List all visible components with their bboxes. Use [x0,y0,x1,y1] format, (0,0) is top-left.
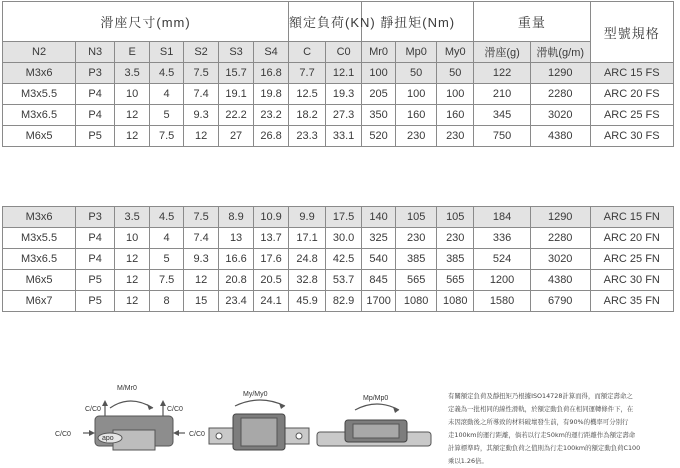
table-row [3,207,674,228]
table-cell: 100 [362,63,396,84]
col-s4: S4 [254,42,289,63]
table-cell: 12 [115,249,150,270]
table-cell: 7.5 [184,207,219,228]
note-line: 未因滾動後之所導致的材料破壞發生前，有90%的機率可分別行 [448,418,629,426]
rotation-arrow-icon [235,400,285,406]
table-cell: 1580 [474,291,531,312]
table-cell: 1290 [530,207,590,228]
table-cell: 82.9 [326,291,362,312]
table-cell: 50 [396,63,437,84]
table-cell: 23.3 [289,126,326,147]
table-cell: 565 [396,270,437,291]
table-cell: 12.1 [326,63,362,84]
table-cell: 20.5 [254,270,289,291]
table-cell: 16.6 [219,249,254,270]
table-cell: 12 [115,291,150,312]
table-row [3,228,674,249]
table-cell: 9.3 [184,105,219,126]
table-cell: 10 [115,84,150,105]
col-s1: S1 [150,42,184,63]
load-label-right-side: C/C0 [189,431,205,438]
note-line: 定義為一批相同的線性滑軌，於額定動負荷在相同運轉條件下，在 [448,405,634,413]
table-cell: 7.5 [150,270,184,291]
table-cell: 1290 [530,63,590,84]
table-cell: 160 [396,105,437,126]
table-cell: M3x6.5 [3,249,76,270]
table-cell: 1700 [362,291,396,312]
table-cell: ARC 30 FS [590,126,673,147]
table-cell: M6x5 [3,126,76,147]
table-cell: M3x6 [3,63,76,84]
table-cell: 1200 [474,270,531,291]
table-cell: 12.5 [289,84,326,105]
table-cell: 3.5 [115,63,150,84]
table-cell: 18.2 [289,105,326,126]
table-row [3,249,674,270]
table-cell: 17.6 [254,249,289,270]
table-cell: 24.8 [289,249,326,270]
table-cell: 13.7 [254,228,289,249]
table-cell: 42.5 [326,249,362,270]
table-cell: P4 [76,84,115,105]
table-cell: M6x7 [3,291,76,312]
table-cell: 19.3 [326,84,362,105]
col-e: E [115,42,150,63]
table-cell: P3 [76,207,115,228]
col-s3: S3 [219,42,254,63]
rated-load-note [448,390,678,468]
table-cell: 20.8 [219,270,254,291]
table-cell: P5 [76,270,115,291]
table-cell: 345 [474,105,531,126]
table-cell: 12 [115,270,150,291]
table-row [3,126,674,147]
table-cell: 385 [396,249,437,270]
table-cell: ARC 20 FN [590,228,673,249]
table-cell: 9.9 [289,207,326,228]
table-cell: 205 [362,84,396,105]
table-row [3,291,674,312]
table-cell: ARC 15 FN [590,207,673,228]
table-cell: 210 [474,84,531,105]
table-cell: 3.5 [115,207,150,228]
spec-rows-fs [3,63,674,147]
weight-header: 重量 [474,2,590,42]
table-cell: 7.5 [150,126,184,147]
moment-mr-label: M/Mr0 [117,385,137,392]
table-row [3,270,674,291]
table-cell: 17.5 [326,207,362,228]
table-cell: 100 [437,84,474,105]
yaw-moment-diagram [205,378,315,468]
table-cell: 385 [437,249,474,270]
table-cell: 27 [219,126,254,147]
table-cell: 13 [219,228,254,249]
table-cell: 7.5 [184,63,219,84]
table-cell: 4.5 [150,207,184,228]
col-c: C [289,42,326,63]
table-cell: 10 [115,228,150,249]
table-cell: 4380 [530,126,590,147]
table-cell: 19.1 [219,84,254,105]
note-line: 乘以1.26倍。 [448,457,488,465]
table-cell: 4 [150,228,184,249]
model-header: 型號規格 [590,2,673,63]
table-cell: 336 [474,228,531,249]
table-cell: 23.2 [254,105,289,126]
table-cell: ARC 15 FS [590,63,673,84]
table-cell: P3 [76,63,115,84]
pitch-moment-diagram [315,378,435,468]
table-cell: 750 [474,126,531,147]
table-cell: M3x5.5 [3,84,76,105]
load-direction-figures [0,378,440,468]
table-cell: 4380 [530,270,590,291]
table-cell: 2280 [530,228,590,249]
table-cell: 22.2 [219,105,254,126]
slider-size-header: 滑座尺寸(mm) [3,2,289,42]
table-cell: 3020 [530,105,590,126]
note-line: 計算標準時，其額定動負荷之值則為行走100km的額定動負荷C100 [448,444,641,452]
table-cell: 26.8 [254,126,289,147]
table-cell: 32.8 [289,270,326,291]
col-c0: C0 [326,42,362,63]
table-cell: 230 [396,126,437,147]
table-cell: 105 [437,207,474,228]
table-cell: 7.7 [289,63,326,84]
table-cell: 30.0 [326,228,362,249]
table-cell: 230 [437,126,474,147]
col-mr0: Mr0 [362,42,396,63]
table-cell: 24.1 [254,291,289,312]
table-cell: 230 [437,228,474,249]
col-s2: S2 [184,42,219,63]
table-cell: M3x6.5 [3,105,76,126]
table-cell: 4 [150,84,184,105]
table-cell: 23.4 [219,291,254,312]
table-cell: M6x5 [3,270,76,291]
table-cell: 565 [437,270,474,291]
table-cell: 5 [150,249,184,270]
table-cell: 53.7 [326,270,362,291]
table-cell: 12 [184,270,219,291]
moment-mp-label: Mp/Mp0 [363,395,389,402]
logo-text: apo [102,435,114,442]
table-cell: 160 [437,105,474,126]
table-cell: 845 [362,270,396,291]
table-cell: 2280 [530,84,590,105]
load-label-left-side: C/C0 [55,431,71,438]
table-cell: 6790 [530,291,590,312]
table-cell: M3x5.5 [3,228,76,249]
table-cell: ARC 25 FS [590,105,673,126]
table-cell: 12 [115,126,150,147]
col-my0: My0 [437,42,474,63]
moment-my-label: My/My0 [243,391,268,398]
table-cell: 45.9 [289,291,326,312]
table-cell: 12 [115,105,150,126]
table-row [3,105,674,126]
table-cell: ARC 20 FS [590,84,673,105]
rated-load-header: 額定負荷(KN) [289,2,362,42]
table-cell: 105 [396,207,437,228]
table-cell: ARC 35 FN [590,291,673,312]
table-cell: 524 [474,249,531,270]
radial-load-diagram [55,378,230,468]
table-cell: P5 [76,291,115,312]
table-cell: 9.3 [184,249,219,270]
static-moment-header: 靜扭矩(Nm) [362,2,474,42]
table-cell: P4 [76,105,115,126]
col-mp0: Mp0 [396,42,437,63]
spec-table-fn [2,206,674,312]
table-cell: 184 [474,207,531,228]
table-cell: 1080 [437,291,474,312]
table-cell: 15 [184,291,219,312]
table-cell: 17.1 [289,228,326,249]
load-label-left-up: C/C0 [85,406,101,413]
rotation-arrow-icon [110,401,153,408]
table-cell: 230 [396,228,437,249]
table-cell: 122 [474,63,531,84]
table-cell: 33.1 [326,126,362,147]
table-cell: 7.4 [184,228,219,249]
table-cell: 7.4 [184,84,219,105]
table-cell: 140 [362,207,396,228]
table-cell: ARC 25 FN [590,249,673,270]
table-cell: 8 [150,291,184,312]
col-n3: N3 [76,42,115,63]
table-cell: 540 [362,249,396,270]
table-cell: 3020 [530,249,590,270]
table-cell: 15.7 [219,63,254,84]
table-cell: 27.3 [326,105,362,126]
table-cell: 16.8 [254,63,289,84]
table-cell: 1080 [396,291,437,312]
table-cell: 19.8 [254,84,289,105]
table-cell: 350 [362,105,396,126]
rotation-arrow-icon [355,404,399,410]
table-cell: ARC 30 FN [590,270,673,291]
table-cell: P4 [76,249,115,270]
table-cell: 4.5 [150,63,184,84]
col-rail-weight: 滑軌(g/m) [530,42,590,63]
table-row [3,63,674,84]
table-row [3,84,674,105]
table-cell: P5 [76,126,115,147]
table-cell: 50 [437,63,474,84]
table-cell: 5 [150,105,184,126]
table-cell: 12 [184,126,219,147]
table-cell: 10.9 [254,207,289,228]
note-line: 有關額定負荷及靜扭矩乃根據ISO14728計算而得，而額定壽命之 [448,392,633,400]
table-cell: 325 [362,228,396,249]
table-cell: 520 [362,126,396,147]
table-cell: P4 [76,228,115,249]
table-cell: 8.9 [219,207,254,228]
table-cell: 100 [396,84,437,105]
col-slider-weight: 滑座(g) [474,42,531,63]
col-n2: N2 [3,42,76,63]
load-label-right-up: C/C0 [167,406,183,413]
table-cell: M3x6 [3,207,76,228]
spec-table-fs [2,1,674,147]
spec-rows-fn [3,207,674,312]
note-line: 走100km的運行距離，倘若以行走50km的運行距離作為額定壽命 [448,431,636,439]
